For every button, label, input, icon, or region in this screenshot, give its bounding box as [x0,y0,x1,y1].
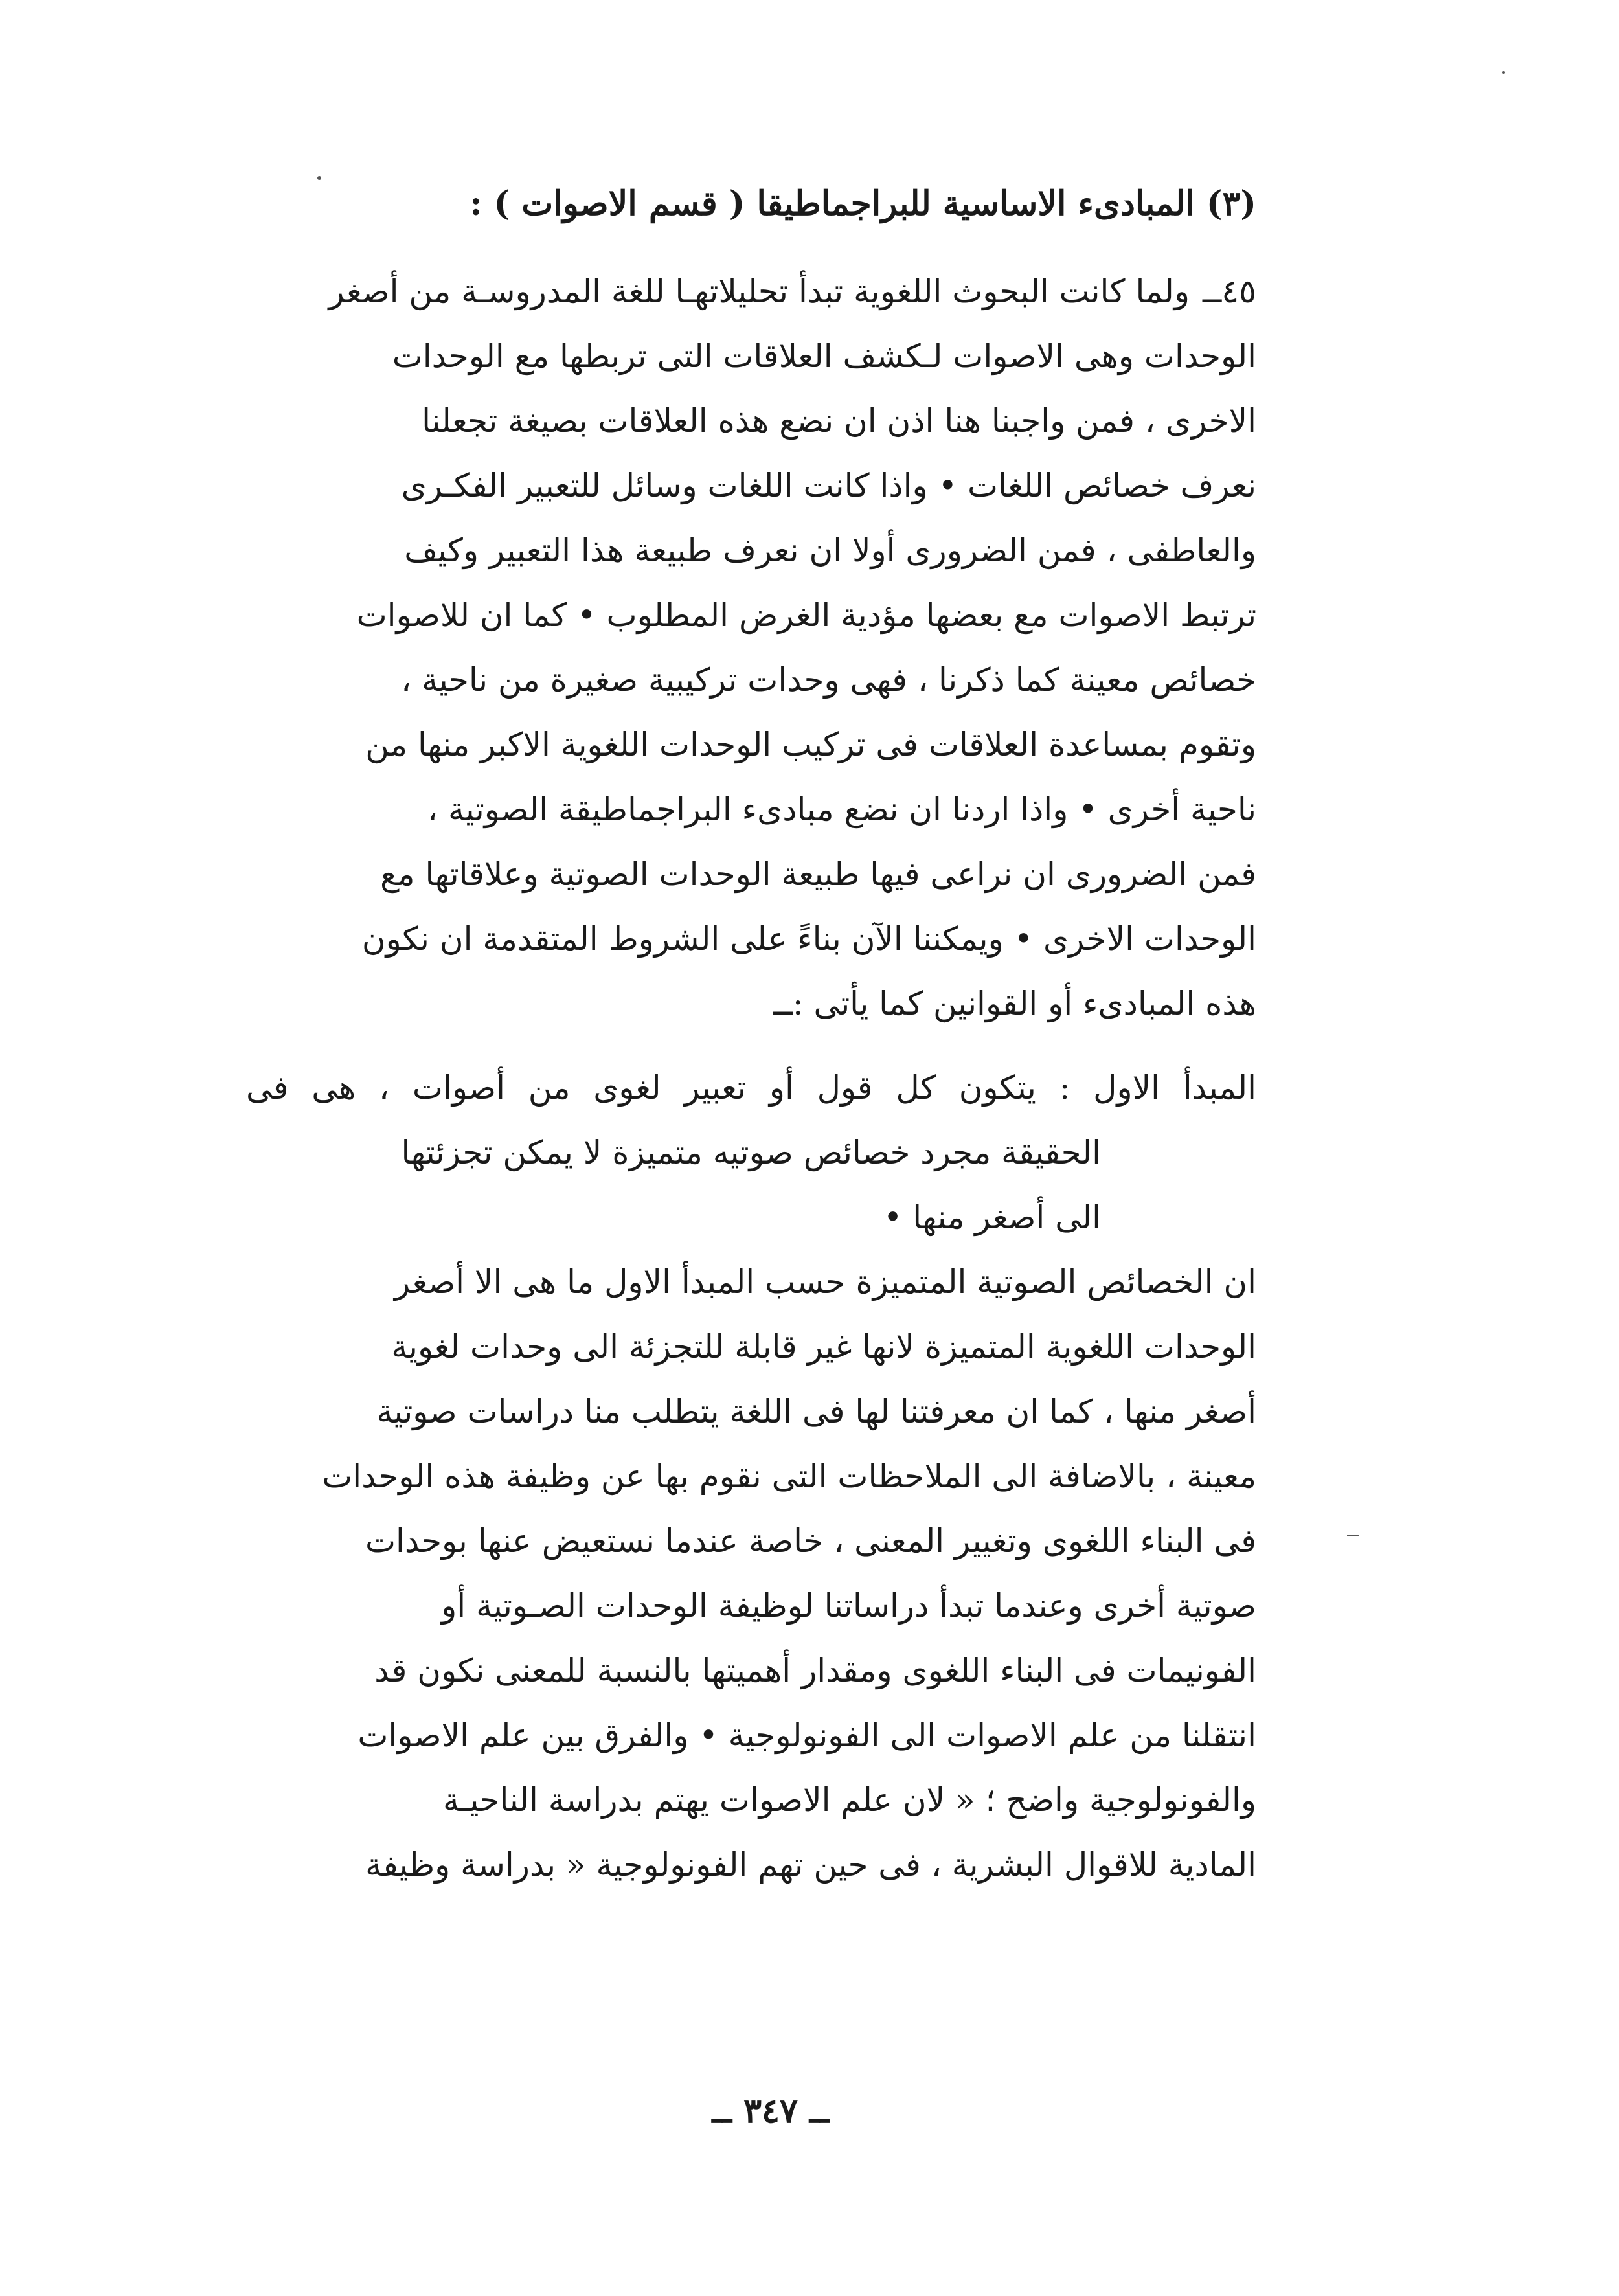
text-line: نعرف خصائص اللغات • واذا كانت اللغات وسائل للتعبير الفكـرى [401,467,1256,504]
ink-speck [1347,1535,1359,1536]
text-line: انتقلنا من علم الاصوات الى الفونولوجية • والفرق بين علم الاصوات [357,1716,1256,1754]
text-line: ترتبط الاصوات مع بعضها مؤدية الغرض المطلوب • كما ان للاصوات [356,596,1256,634]
text-line: أصغر منها ، كما ان معرفتنا لها فى اللغة يتطلب منا دراسات صوتية [376,1393,1256,1430]
text-line: وتقوم بمساعدة العلاقات فى تركيب الوحدات اللغوية الاكبر منها من [365,726,1256,763]
text-line: ناحية أخرى • واذا اردنا ان نضع مبادىء البراجماطيقة الصوتية ، [427,791,1256,828]
text-line: الوحدات اللغوية المتميزة لانها غير قابلة للتجزئة الى وحدات لغوية [391,1328,1256,1366]
page-body [246,175,1256,1897]
text-line: خصائص معينة كما ذكرنا ، فهى وحدات تركيبية صغيرة من ناحية ، [401,661,1256,699]
paragraph-number: ٤٥ــ [1202,273,1256,310]
text-line: هذه المبادىء أو القوانين كما يأتى :ــ [773,985,1256,1022]
text-line: ٤٥ــولما كانت البحوث اللغوية تبدأ تحليلاتهـا للغة المدروسـة من أصغر [246,259,1256,324]
text-line: الوحدات وهى الاصوات لـكشف العلاقات التى تربطها مع الوحدات [392,337,1256,375]
text-line: فى البناء اللغوى وتغيير المعنى ، خاصة عندما نستعيض عنها بوحدات [365,1522,1256,1560]
page-number: ــ ٣٤٧ ــ [712,2091,830,2131]
ink-speck [1502,71,1505,74]
text-line: فمن الضرورى ان نراعى فيها طبيعة الوحدات الصوتية وعلاقاتها مع [380,855,1256,893]
paragraph-phonology [246,1250,1256,1897]
text-line: الاخرى ، فمن واجبنا هنا اذن ان نضع هذه العلاقات بصيغة تجعلنا [422,402,1256,440]
text-line: الوحدات الاخرى • ويمكننا الآن بناءً على الشروط المتقدمة ان نكون [361,920,1256,958]
paragraph-45 [246,259,1256,1036]
section-heading: (٣) المبادىء الاساسية للبراجماطيقا ( قسم الاصوات ) : [470,184,1256,223]
text-line: والعاطفى ، فمن الضرورى أولا ان نعرف طبيعة هذا التعبير وكيف [404,532,1256,569]
principle-one [246,1055,1256,1250]
text-line: صوتية أخرى وعندما تبدأ دراساتنا لوظيفة الوحدات الصـوتية أو [441,1587,1256,1625]
principle-continuation-line: الحقيقة مجرد خصائص صوتيه متميزة لا يمكن تجزئتها [401,1134,1101,1171]
principle-continuation-line: الى أصغر منها • [883,1199,1101,1236]
text-line: والفونولوجية واضح ؛ « لان علم الاصوات يهتم بدراسة الناحيـة [443,1781,1256,1819]
principle-first-line: المبدأ الاول : يتكون كل قول أو تعبير لغوى من أصوات ، هى فى [246,1069,1256,1107]
text-line: معينة ، بالاضافة الى الملاحظات التى نقوم بها عن وظيفة هذه الوحدات [322,1458,1256,1495]
text-line: الفونيمات فى البناء اللغوى ومقدار أهميتها بالنسبة للمعنى نكون قد [374,1652,1256,1689]
text-line: ان الخصائص الصوتية المتميزة حسب المبدأ الاول ما هى الا أصغر [394,1263,1256,1301]
text-line: المادية للاقوال البشرية ، فى حين تهم الفونولوجية « بدراسة وظيفة [365,1846,1256,1884]
